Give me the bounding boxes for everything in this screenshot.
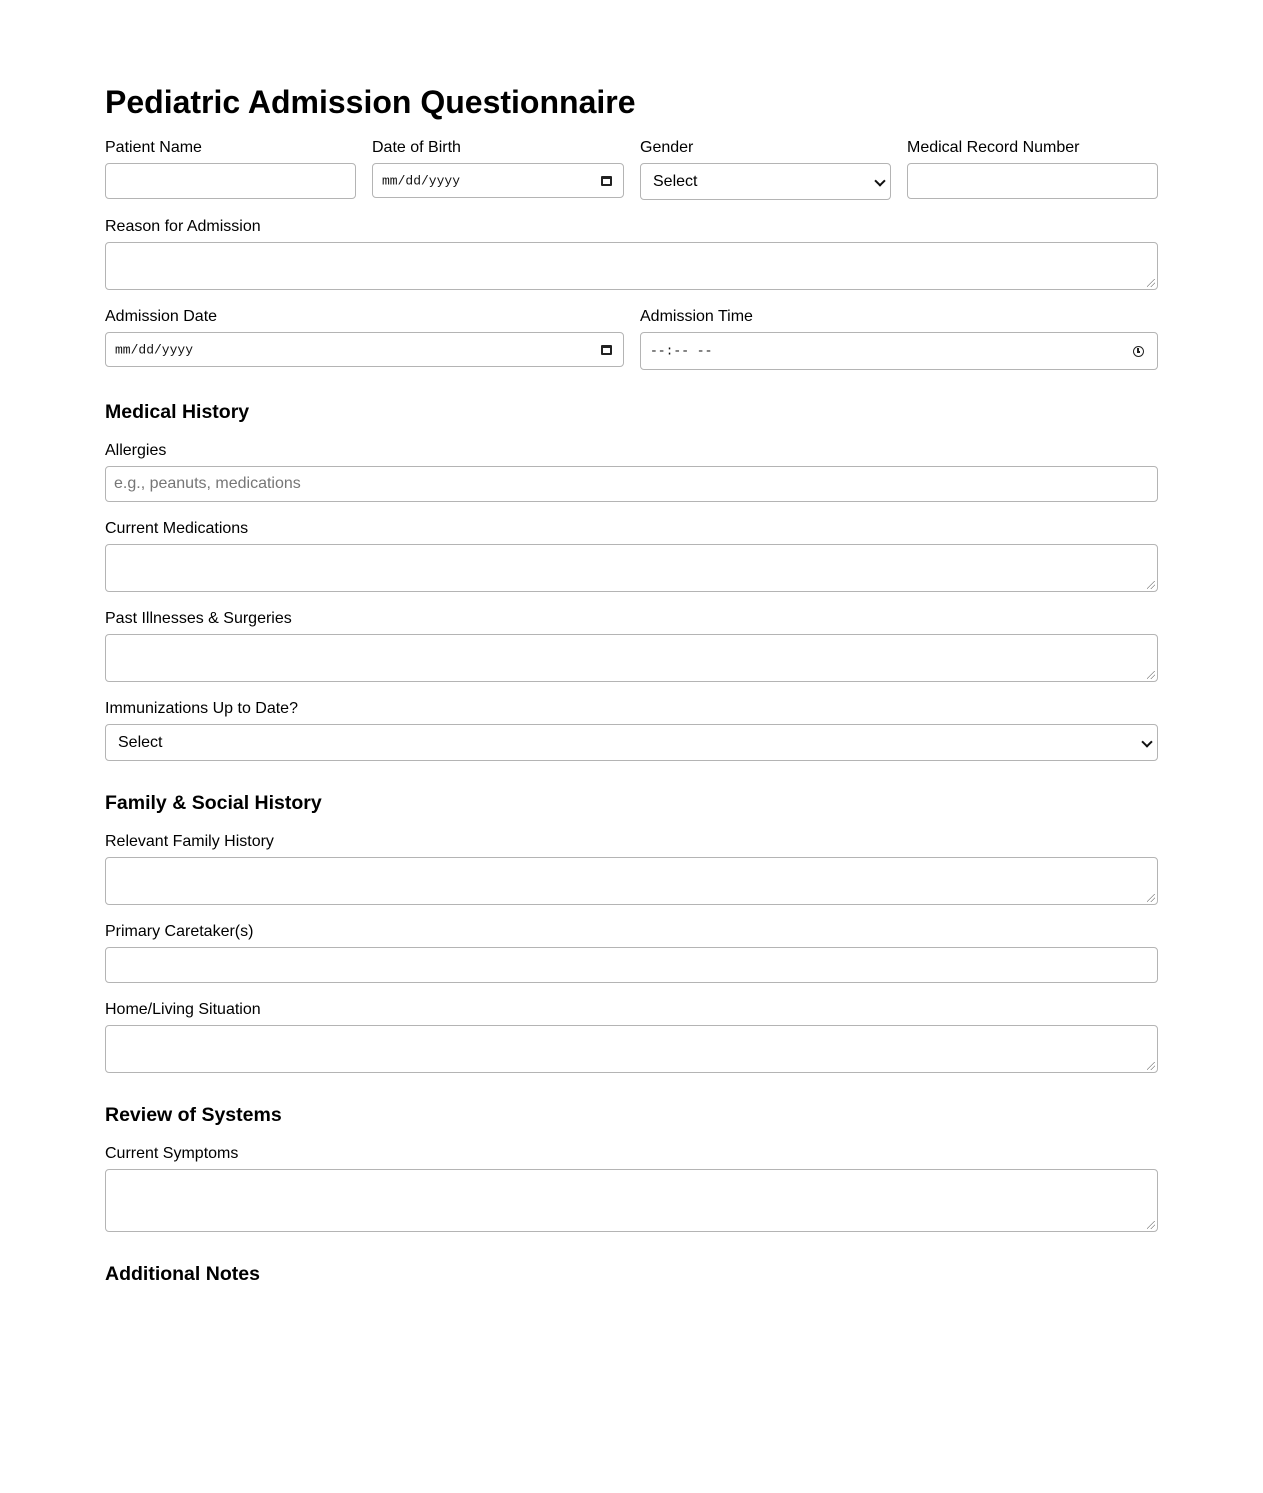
date-of-birth-input[interactable] — [372, 163, 624, 198]
resize-handle-icon[interactable] — [1147, 894, 1155, 902]
family-social-history-heading: Family & Social History — [105, 792, 322, 814]
admission-time-label: Admission Time — [640, 308, 753, 325]
immunizations-select[interactable] — [105, 724, 1158, 761]
resize-handle-icon[interactable] — [1147, 671, 1155, 679]
allergies-label: Allergies — [105, 442, 167, 459]
admission-date-input[interactable] — [105, 332, 624, 367]
reason-for-admission-label: Reason for Admission — [105, 218, 261, 235]
patient-name-input[interactable] — [105, 163, 356, 199]
admission-date-placeholder: mm/dd/yyyy — [115, 342, 194, 357]
calendar-icon[interactable] — [601, 176, 612, 186]
medical-history-heading: Medical History — [105, 401, 250, 423]
resize-handle-icon[interactable] — [1147, 1221, 1155, 1229]
allergies-input[interactable] — [105, 466, 1158, 502]
review-of-systems-heading: Review of Systems — [105, 1104, 282, 1126]
gender-select[interactable] — [640, 163, 891, 200]
current-symptoms-textarea[interactable] — [105, 1169, 1158, 1232]
current-medications-textarea[interactable] — [105, 544, 1158, 592]
primary-caretakers-input[interactable] — [105, 947, 1158, 983]
reason-for-admission-textarea[interactable] — [105, 242, 1158, 290]
medical-record-number-label: Medical Record Number — [907, 139, 1080, 156]
additional-notes-heading: Additional Notes — [105, 1263, 260, 1285]
clock-icon[interactable] — [1133, 346, 1144, 357]
past-illnesses-label: Past Illnesses & Surgeries — [105, 610, 292, 627]
current-medications-label: Current Medications — [105, 520, 249, 537]
immunizations-selected-value: Select — [118, 733, 163, 751]
admission-time-placeholder: --:-- -- — [650, 343, 713, 359]
immunizations-label: Immunizations Up to Date? — [105, 700, 298, 717]
chevron-down-icon — [874, 175, 885, 186]
resize-handle-icon[interactable] — [1147, 581, 1155, 589]
patient-name-label: Patient Name — [105, 139, 202, 156]
chevron-down-icon — [1141, 736, 1152, 747]
calendar-icon[interactable] — [601, 345, 612, 355]
date-of-birth-label: Date of Birth — [372, 139, 461, 156]
relevant-family-history-label: Relevant Family History — [105, 833, 274, 850]
medical-record-number-input[interactable] — [907, 163, 1158, 199]
page-title: Pediatric Admission Questionnaire — [105, 84, 636, 120]
gender-label: Gender — [640, 139, 694, 156]
admission-time-input[interactable] — [640, 332, 1158, 370]
current-symptoms-label: Current Symptoms — [105, 1145, 239, 1162]
gender-selected-value: Select — [653, 172, 698, 190]
primary-caretakers-label: Primary Caretaker(s) — [105, 923, 254, 940]
admission-date-label: Admission Date — [105, 308, 218, 325]
home-living-situation-label: Home/Living Situation — [105, 1001, 261, 1018]
relevant-family-history-textarea[interactable] — [105, 857, 1158, 905]
resize-handle-icon[interactable] — [1147, 279, 1155, 287]
home-living-situation-textarea[interactable] — [105, 1025, 1158, 1073]
resize-handle-icon[interactable] — [1147, 1062, 1155, 1070]
date-of-birth-placeholder: mm/dd/yyyy — [382, 173, 461, 188]
past-illnesses-textarea[interactable] — [105, 634, 1158, 682]
allergies-placeholder: e.g., peanuts, medications — [114, 475, 301, 492]
